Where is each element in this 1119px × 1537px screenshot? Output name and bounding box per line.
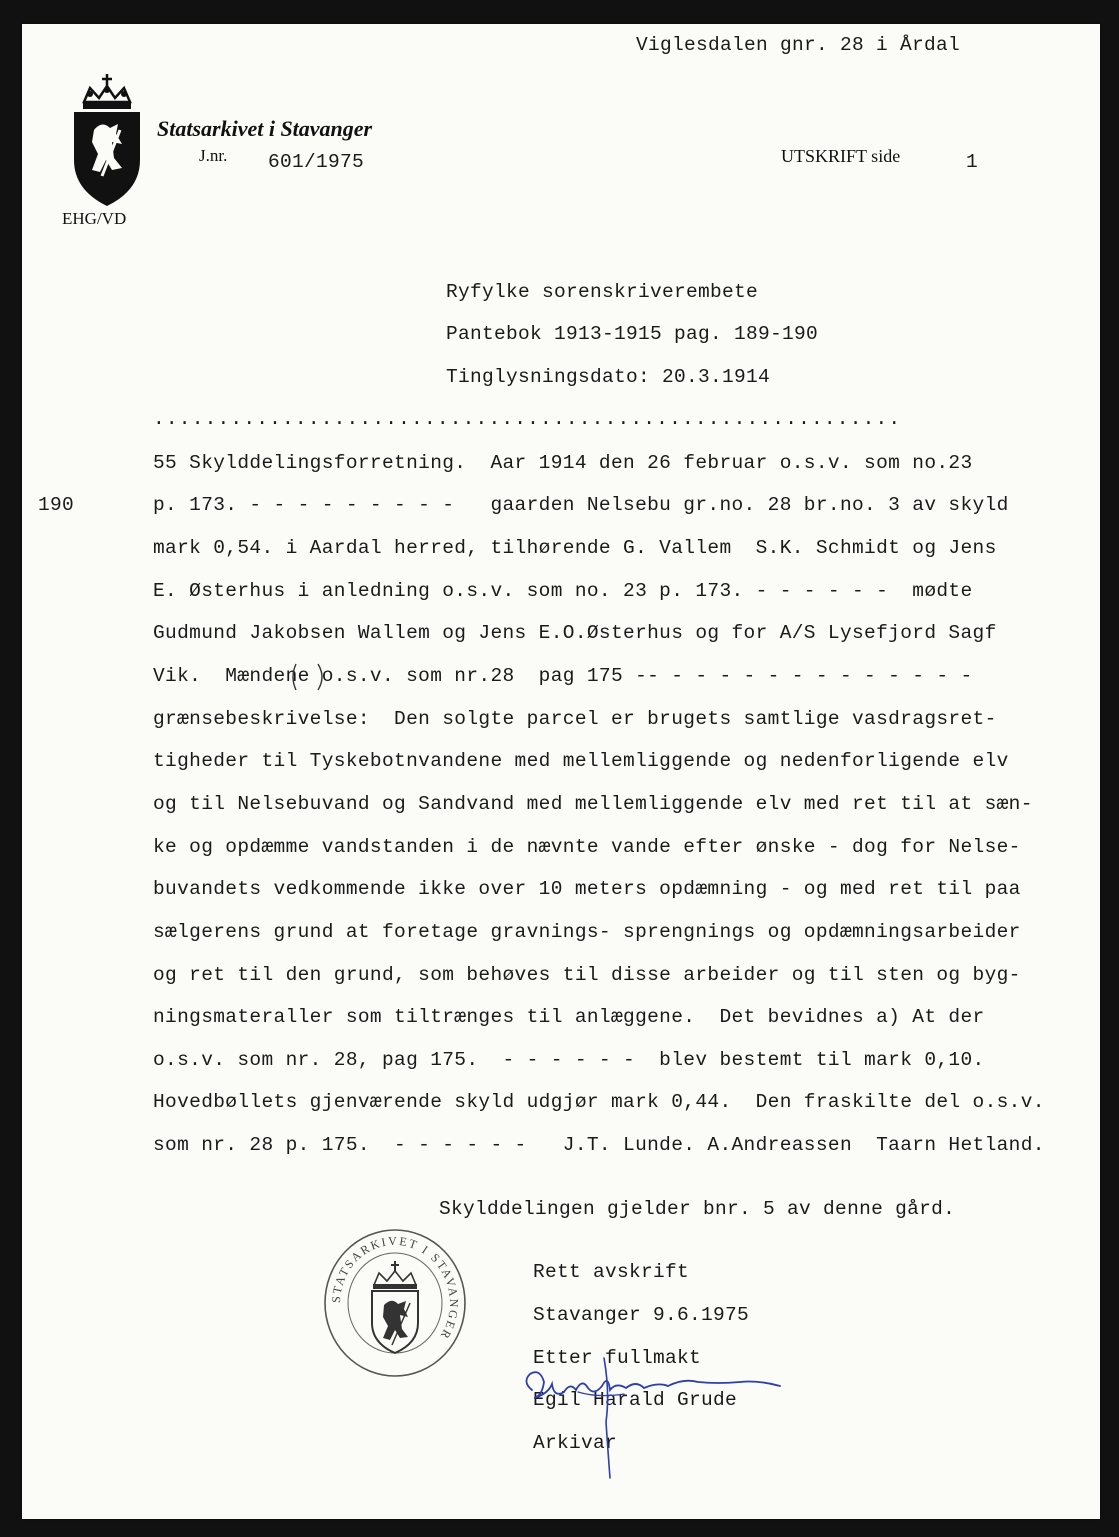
body-line: p. 173. - - - - - - - - - gaarden Nelsebu gr.no. 28 br.no. 3 av skyld <box>153 494 1009 516</box>
parcel-note: Skylddelingen gjelder bnr. 5 av denne gård. <box>439 1198 956 1220</box>
jnr-label: J.nr. <box>199 146 228 165</box>
body-line: ke og opdæmme vandstanden i de nævnte vande efter ønske - dog for Nelse- <box>153 836 1021 858</box>
body-line: ningsmateraller som tiltrænges til anlæggene. Det bevidnes a) At der <box>153 1006 985 1028</box>
body-line: E. Østerhus i anledning o.s.v. som no. 23 p. 173. - - - - - - mødte <box>153 580 973 602</box>
body-line: og til Nelsebuvand og Sandvand med mellemliggende elv med ret til at sæn- <box>153 793 1033 815</box>
body-line: og ret til den grund, som behøves til disse arbeider og til sten og byg- <box>153 964 1021 986</box>
margin-page-note: 190 <box>38 494 75 516</box>
body-line: 55 Skylddelingsforretning. Aar 1914 den 26 februar o.s.v. som no.23 <box>153 452 973 474</box>
attestation-place-date: Stavanger 9.6.1975 <box>533 1304 750 1326</box>
source-book: Pantebok 1913-1915 pag. 189-190 <box>446 323 819 345</box>
coat-of-arms-icon <box>72 72 142 212</box>
attestation-line-1: Rett avskrift <box>533 1261 690 1283</box>
body-line: som nr. 28 p. 175. - - - - - - J.T. Lunde. A.Andreassen Taarn Hetland. <box>153 1134 1045 1156</box>
signatory-name: Egil Harald Grude <box>533 1389 738 1411</box>
page-number: 1 <box>966 151 979 173</box>
body-line: sælgerens grund at foretage gravnings- sprengnings og opdæmningsarbeider <box>153 921 1021 943</box>
body-line: grænsebeskrivelse: Den solgte parcel er brugets samtlige vasdragsret- <box>153 708 997 730</box>
body-line: o.s.v. som nr. 28, pag 175. - - - - - - blev bestemt til mark 0,10. <box>153 1049 985 1071</box>
handwritten-mark-icon <box>290 662 330 692</box>
body-line: Hovedbøllets gjenværende skyld udgjør mark 0,44. Den fraskilte del o.s.v. <box>153 1091 1045 1113</box>
body-line: Gudmund Jakobsen Wallem og Jens E.O.Østerhus og for A/S Lysefjord Sagf <box>153 622 997 644</box>
signatory-title: Arkivar <box>533 1432 618 1454</box>
dotted-separator: .......................................................... <box>153 408 902 430</box>
archive-seal-icon <box>322 1227 468 1379</box>
institution-name: Statsarkivet i Stavanger <box>157 116 373 141</box>
jnr-value: 601/1975 <box>268 151 365 173</box>
copy-label: UTSKRIFT side <box>781 146 901 166</box>
body-line: Vik. Mændene o.s.v. som nr.28 pag 175 -- - - - - - - - - - - - - - <box>153 665 973 687</box>
source-office: Ryfylke sorenskriverembete <box>446 281 759 303</box>
signature-icon <box>518 1352 788 1482</box>
farm-reference: Viglesdalen gnr. 28 i Årdal <box>636 34 961 56</box>
registration-date: Tinglysningsdato: 20.3.1914 <box>446 366 771 388</box>
body-line: tigheder til Tyskebotnvandene med mellemliggende og nedenforligende elv <box>153 750 1009 772</box>
svg-text:STATSARKIVET I STAVANGER: STATSARKIVET I STAVANGER <box>328 1233 462 1343</box>
body-line: mark 0,54. i Aardal herred, tilhørende G. Vallem S.K. Schmidt og Jens <box>153 537 997 559</box>
body-line: buvandets vedkommende ikke over 10 meters opdæmning - og med ret til paa <box>153 878 1021 900</box>
initials: EHG/VD <box>62 209 127 228</box>
attestation-authority: Etter fullmakt <box>533 1347 702 1369</box>
